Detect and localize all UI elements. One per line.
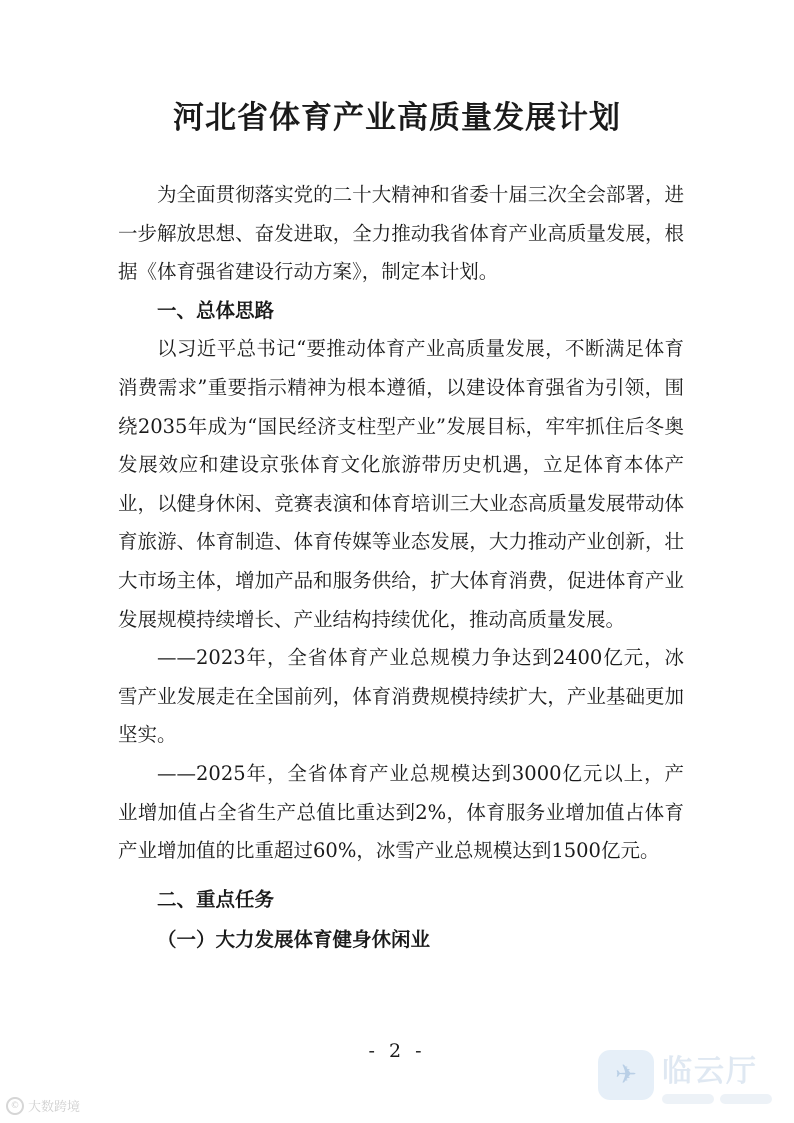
section-heading-2: 二、重点任务 <box>157 887 275 911</box>
watermark-logo-icon: © <box>6 1097 24 1115</box>
brand-subtitle <box>662 1094 772 1104</box>
section1-paragraph: 以习近平总书记“要推动体育产业高质量发展，不断满足体育消费需求”重要指示精神为根本遵循，以建设体育强省为引领，围绕2035年成为“国民经济支柱型产业”发展目标，牢牢抓住后冬奥发展效应和建设京张体育文化旅游带历史机遇，立足体育本体产业，以健身休闲、竞赛表演和体育培训三大业态高质量发展带动体育旅游、体育制造、体育传媒等业态发展，大力推动产业创新，壮大市场主体，增加产品和服务供给，扩大体育消费，促进体育产业发展规模持续增长、产业结构持续优化，推动高质量发展。 <box>118 337 684 631</box>
airplane-icon: ✈ <box>598 1050 654 1100</box>
document-body <box>118 176 684 960</box>
document-title: 河北省体育产业高质量发展计划 <box>173 100 621 136</box>
source-watermark <box>6 1096 80 1115</box>
subsection-heading-1: （一）大力发展体育健身休闲业 <box>157 928 431 952</box>
brand-name: 临云厅 <box>662 1054 758 1089</box>
brand-watermark-text <box>662 1046 772 1104</box>
page-number: - 2 - <box>368 1040 426 1062</box>
intro-paragraph: 为全面贯彻落实党的二十大精神和省委十届三次全会部署，进一步解放思想、奋发进取，全力推动我省体育产业高质量发展，根据《体育强省建设行动方案》，制定本计划。 <box>118 183 684 284</box>
section-heading-1: 一、总体思路 <box>157 298 275 322</box>
brand-watermark <box>598 1040 788 1110</box>
watermark-text: 大数跨境 <box>28 1100 81 1115</box>
goal-2025-paragraph: ——2025年，全省体育产业总规模达到3000亿元以上，产业增加值占全省生产总值比重达到2%，体育服务业增加值占体育产业增加值的比重超过60%，冰雪产业总规模达到1500亿元。 <box>118 761 684 863</box>
goal-2023-paragraph: ——2023年，全省体育产业总规模力争达到2400亿元，冰雪产业发展走在全国前列，体育消费规模持续扩大，产业基础更加坚实。 <box>118 646 684 747</box>
